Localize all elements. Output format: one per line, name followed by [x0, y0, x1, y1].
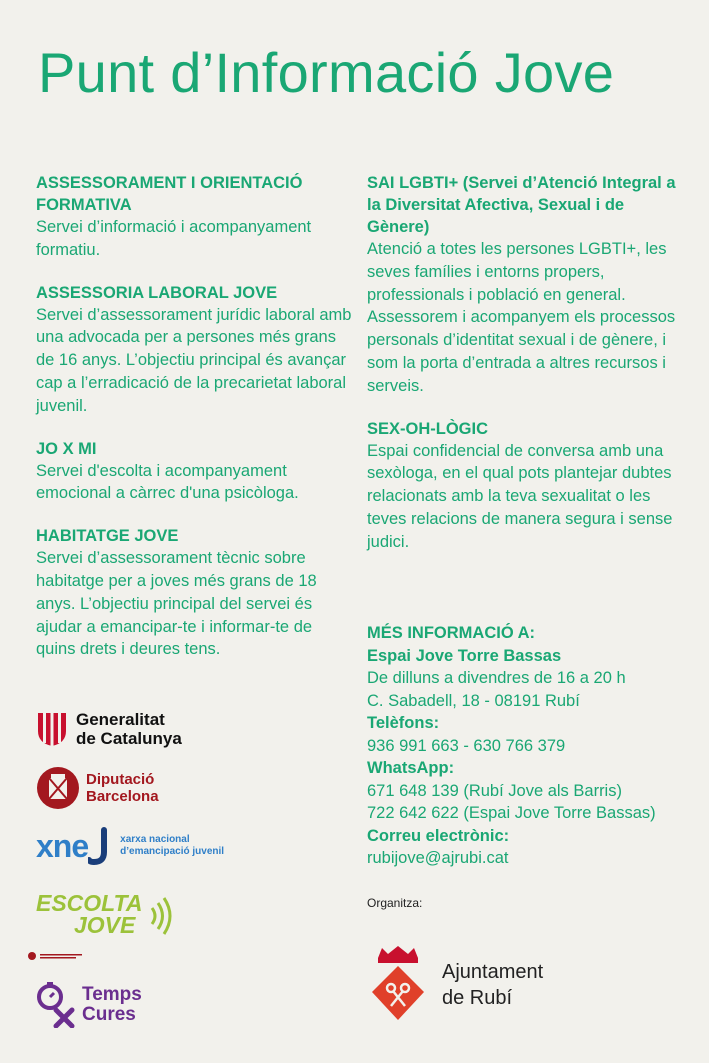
section-body: Atenció a totes les persones LGBTI+, les seves famílies i entorns propers, professionals i població en general. Assessorem i acompanyem els processos personals d’identitat sexual i de gènere, i som la porta d’entrada a altres recursos i serveis.	[367, 240, 676, 395]
diputacio-line-1: Diputació	[86, 771, 155, 788]
rubi-coat-of-arms-icon	[368, 944, 428, 1026]
clock-x-icon	[36, 982, 78, 1028]
diputacio-logo	[36, 766, 159, 810]
section-title: ASSESSORIA LABORAL JOVE	[36, 283, 278, 302]
generalitat-line-1: Generalitat	[76, 710, 165, 729]
phones-value[interactable]: 936 991 663 - 630 766 379	[367, 736, 566, 755]
generalitat-logo	[36, 710, 182, 748]
section-title: SAI LGBTI+ (Servei d’Atenció Integral a la Diversitat Afectiva, Sexual i de Gènere)	[367, 174, 676, 236]
xnej-logo	[36, 826, 224, 866]
email-label: Correu electrònic:	[367, 826, 510, 845]
info-hours: De dilluns a divendres de 16 a 20 h	[367, 669, 626, 687]
section-body: Espai confidencial de conversa amb una sexòloga, en el qual pots plantejar dubtes relacionats amb la teva sexualitat o les teves relacions de manera segura i sense judici.	[367, 441, 673, 551]
section-body: Servei d’assessorament jurídic laboral amb una advocada per a persones més grans de 16 anys. L’objectiu principal és avançar cap a l’erradicació de la precarietat laboral juvenil.	[36, 305, 352, 415]
whatsapp-label: WhatsApp:	[367, 759, 455, 777]
organitza-label: Organitza:	[367, 896, 423, 910]
left-column	[36, 172, 356, 681]
section-title: SEX-OH-LÒGIC	[367, 419, 489, 438]
escolta-line-1: ESCOLTA	[36, 890, 143, 916]
xnej-mark: xne	[36, 827, 89, 864]
section-jo-x-mi	[36, 438, 356, 506]
section-title: HABITATGE JOVE	[36, 527, 179, 546]
xnej-line-1: xarxa nacional	[120, 834, 190, 845]
email-link[interactable]: rubijove@ajrubi.cat	[367, 849, 509, 867]
section-assessorament	[36, 172, 356, 262]
ajuntament-rubi-logo	[368, 944, 543, 1026]
small-emblem-icon	[26, 950, 86, 962]
section-habitatge	[36, 525, 356, 661]
ajuntament-line-1: Ajuntament	[442, 961, 544, 983]
temps-cures-logo	[36, 982, 142, 1028]
section-title: JO X MI	[36, 439, 97, 458]
info-heading: MÉS INFORMACIÓ A:	[367, 624, 536, 642]
generalitat-emblem-icon	[36, 711, 68, 747]
info-place: Espai Jove Torre Bassas	[367, 646, 562, 665]
section-title: ASSESSORAMENT I ORIENTACIÓ FORMATIVA	[36, 174, 303, 214]
xnej-j-icon	[88, 826, 114, 866]
temps-line-1: Temps	[82, 984, 142, 1005]
section-assessoria-laboral	[36, 282, 356, 418]
section-body: Servei d’informació i acompanyament formatiu.	[36, 218, 312, 259]
page-title: Punt d’Informació Jove	[38, 41, 615, 104]
section-sex-oh-logic	[367, 418, 687, 554]
ajuntament-line-2: de Rubí	[442, 987, 513, 1009]
section-body: Servei d’assessorament tècnic sobre habitatge per a joves més grans de 18 anys. L’objectiu principal del servei és ajudar a emancipar-te i informar-te de quins drets i deures tens.	[36, 549, 317, 659]
diputacio-line-2: Barcelona	[86, 788, 159, 805]
sound-waves-icon	[148, 894, 176, 938]
escolta-line-2: JOVE	[74, 912, 136, 938]
section-sai-lgbti	[367, 172, 687, 398]
xnej-line-2: d’emancipació juvenil	[120, 846, 225, 857]
right-column	[367, 172, 687, 574]
contact-info	[367, 622, 697, 870]
phones-label: Telèfons:	[367, 714, 440, 732]
info-address: C. Sabadell, 18 - 08191 Rubí	[367, 691, 580, 710]
whatsapp-value-2[interactable]: 722 642 622 (Espai Jove Torre Bassas)	[367, 804, 656, 822]
escolta-jove-logo	[36, 892, 142, 936]
diputacio-emblem-icon	[36, 766, 80, 810]
temps-line-2: Cures	[82, 1004, 136, 1025]
generalitat-line-2: de Catalunya	[76, 729, 182, 748]
section-body: Servei d'escolta i acompanyament emocional a càrrec d'una psicòloga.	[36, 461, 299, 503]
whatsapp-value-1[interactable]: 671 648 139 (Rubí Jove als Barris)	[367, 781, 622, 800]
